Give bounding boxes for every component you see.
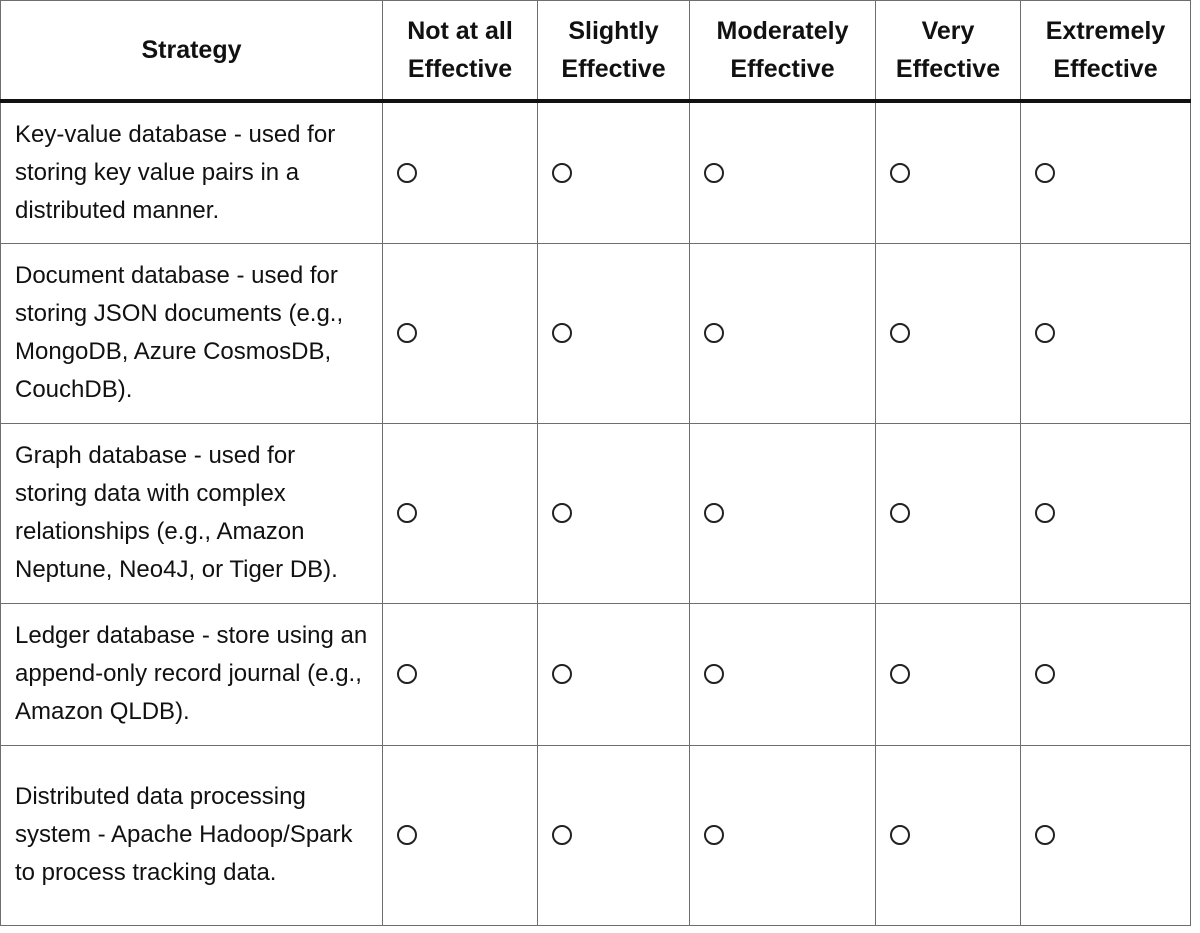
option-cell-very[interactable] <box>876 423 1021 603</box>
radio-unselected-icon[interactable] <box>397 825 417 845</box>
radio-unselected-icon[interactable] <box>1035 323 1055 343</box>
radio-unselected-icon[interactable] <box>397 664 417 684</box>
option-cell-slightly[interactable] <box>538 101 690 243</box>
option-cell-extremely[interactable] <box>1021 243 1191 423</box>
option-cell-not-at-all[interactable] <box>383 101 538 243</box>
radio-unselected-icon[interactable] <box>1035 825 1055 845</box>
strategy-cell: Document database - used for storing JSON documents (e.g., MongoDB, Azure CosmosDB, CouchDB). <box>1 243 383 423</box>
header-slightly-effective <box>538 1 690 102</box>
option-cell-extremely[interactable] <box>1021 603 1191 745</box>
header-not-at-all-effective <box>383 1 538 102</box>
radio-unselected-icon[interactable] <box>397 163 417 183</box>
header-label-line2: Effective <box>1053 55 1158 83</box>
option-cell-extremely[interactable] <box>1021 745 1191 925</box>
option-cell-slightly[interactable] <box>538 243 690 423</box>
option-cell-very[interactable] <box>876 243 1021 423</box>
radio-unselected-icon[interactable] <box>704 503 724 523</box>
radio-unselected-icon[interactable] <box>890 664 910 684</box>
table-row-distributed-processing <box>1 745 1191 925</box>
radio-unselected-icon[interactable] <box>890 163 910 183</box>
header-strategy-label: Strategy <box>141 36 242 64</box>
radio-unselected-icon[interactable] <box>890 323 910 343</box>
radio-unselected-icon[interactable] <box>1035 163 1055 183</box>
option-cell-extremely[interactable] <box>1021 101 1191 243</box>
option-cell-slightly[interactable] <box>538 745 690 925</box>
header-label-line2: Effective <box>730 55 835 83</box>
header-label-line1: Moderately <box>716 17 849 45</box>
table-row-document <box>1 243 1191 423</box>
header-extremely-effective <box>1021 1 1191 102</box>
radio-unselected-icon[interactable] <box>890 825 910 845</box>
table-header <box>1 1 1191 102</box>
radio-unselected-icon[interactable] <box>552 664 572 684</box>
header-label-line1: Slightly <box>568 17 659 45</box>
option-cell-not-at-all[interactable] <box>383 745 538 925</box>
option-cell-slightly[interactable] <box>538 603 690 745</box>
option-cell-very[interactable] <box>876 101 1021 243</box>
option-cell-moderately[interactable] <box>690 423 876 603</box>
option-cell-very[interactable] <box>876 603 1021 745</box>
header-very-effective <box>876 1 1021 102</box>
radio-unselected-icon[interactable] <box>704 163 724 183</box>
radio-unselected-icon[interactable] <box>704 825 724 845</box>
strategy-cell: Ledger database - store using an append-only record journal (e.g., Amazon QLDB). <box>1 603 383 745</box>
header-label-line2: Effective <box>561 55 666 83</box>
option-cell-slightly[interactable] <box>538 423 690 603</box>
option-cell-extremely[interactable] <box>1021 423 1191 603</box>
table-body <box>1 101 1191 925</box>
option-cell-moderately[interactable] <box>690 603 876 745</box>
radio-unselected-icon[interactable] <box>397 323 417 343</box>
radio-unselected-icon[interactable] <box>1035 664 1055 684</box>
table-row-key-value <box>1 101 1191 243</box>
radio-unselected-icon[interactable] <box>552 323 572 343</box>
option-cell-moderately[interactable] <box>690 101 876 243</box>
header-label-line1: Very <box>921 17 975 45</box>
header-label-line1: Not at all <box>407 17 513 45</box>
header-moderately-effective <box>690 1 876 102</box>
header-label-line2: Effective <box>407 55 513 83</box>
radio-unselected-icon[interactable] <box>704 664 724 684</box>
radio-unselected-icon[interactable] <box>890 503 910 523</box>
header-strategy <box>1 1 383 102</box>
option-cell-very[interactable] <box>876 745 1021 925</box>
option-cell-not-at-all[interactable] <box>383 423 538 603</box>
table-row-ledger <box>1 603 1191 745</box>
option-cell-not-at-all[interactable] <box>383 603 538 745</box>
radio-unselected-icon[interactable] <box>397 503 417 523</box>
radio-unselected-icon[interactable] <box>552 163 572 183</box>
option-cell-moderately[interactable] <box>690 745 876 925</box>
table-row-graph <box>1 423 1191 603</box>
radio-unselected-icon[interactable] <box>704 323 724 343</box>
strategy-cell: Key-value database - used for storing key value pairs in a distributed manner. <box>1 101 383 243</box>
option-cell-not-at-all[interactable] <box>383 243 538 423</box>
radio-unselected-icon[interactable] <box>552 825 572 845</box>
strategy-cell: Distributed data processing system - Apache Hadoop/Spark to process tracking data. <box>1 745 383 925</box>
strategy-cell: Graph database - used for storing data with complex relationships (e.g., Amazon Neptune, Neo4J, or Tiger DB). <box>1 423 383 603</box>
header-label-line2: Effective <box>895 55 1001 83</box>
header-row <box>1 1 1191 102</box>
option-cell-moderately[interactable] <box>690 243 876 423</box>
radio-unselected-icon[interactable] <box>1035 503 1055 523</box>
radio-unselected-icon[interactable] <box>552 503 572 523</box>
header-label-line1: Extremely <box>1045 17 1166 45</box>
